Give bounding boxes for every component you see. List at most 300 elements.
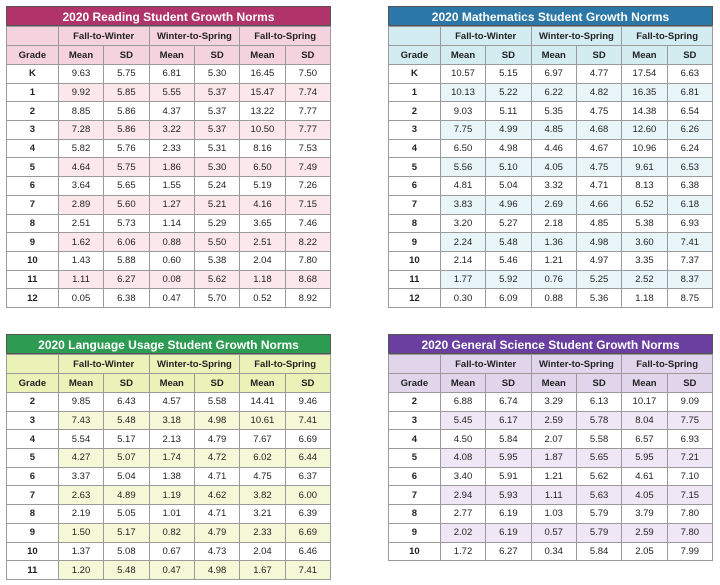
value-cell: 5.50: [194, 233, 239, 252]
value-cell: 5.86: [104, 102, 149, 121]
mean-header: Mean: [58, 46, 103, 65]
grade-header: Grade: [389, 374, 441, 393]
value-cell: 6.27: [104, 270, 149, 289]
mean-header: Mean: [440, 374, 485, 393]
sd-header: SD: [667, 374, 712, 393]
value-cell: 9.03: [440, 102, 485, 121]
value-cell: 7.50: [285, 65, 330, 84]
grade-cell: 9: [7, 523, 59, 542]
value-cell: 6.38: [667, 177, 712, 196]
value-cell: 4.62: [194, 486, 239, 505]
value-cell: 6.24: [667, 139, 712, 158]
value-cell: 5.55: [149, 83, 194, 102]
value-cell: 5.79: [576, 505, 621, 524]
value-cell: 10.61: [240, 411, 285, 430]
value-cell: 0.82: [149, 523, 194, 542]
value-cell: 4.27: [58, 449, 103, 468]
table-row: [389, 430, 713, 449]
value-cell: 3.40: [440, 467, 485, 486]
grade-cell: 7: [7, 486, 59, 505]
header-blank-cell: [7, 355, 59, 374]
sd-header: SD: [194, 46, 239, 65]
grade-cell: 10: [389, 542, 441, 561]
grade-cell: 9: [389, 523, 441, 542]
grade-cell: 5: [389, 449, 441, 468]
period-header: Fall-to-Spring: [622, 355, 713, 374]
grade-cell: 2: [7, 102, 59, 121]
reading-norms-panel: [6, 6, 331, 308]
table-row: [389, 270, 713, 289]
value-cell: 5.35: [531, 102, 576, 121]
table-row: [7, 83, 331, 102]
value-cell: 2.63: [58, 486, 103, 505]
value-cell: 1.86: [149, 158, 194, 177]
value-cell: 8.16: [240, 139, 285, 158]
value-cell: 1.20: [58, 561, 103, 580]
value-cell: 5.15: [486, 65, 531, 84]
grade-cell: 7: [389, 486, 441, 505]
value-cell: 2.51: [58, 214, 103, 233]
value-cell: 5.30: [194, 158, 239, 177]
mean-header: Mean: [58, 374, 103, 393]
value-cell: 5.48: [104, 561, 149, 580]
value-cell: 6.27: [486, 542, 531, 561]
value-cell: 6.37: [285, 467, 330, 486]
value-cell: 5.73: [104, 214, 149, 233]
value-cell: 5.05: [104, 505, 149, 524]
value-cell: 7.15: [285, 195, 330, 214]
sd-header: SD: [285, 374, 330, 393]
value-cell: 5.76: [104, 139, 149, 158]
grade-cell: 10: [7, 542, 59, 561]
table-row: [7, 270, 331, 289]
value-cell: 7.77: [285, 121, 330, 140]
mean-header: Mean: [531, 46, 576, 65]
table-row: [7, 102, 331, 121]
mean-header: Mean: [149, 46, 194, 65]
mean-header: Mean: [531, 374, 576, 393]
table-row: [7, 430, 331, 449]
value-cell: 8.75: [667, 289, 712, 308]
value-cell: 0.76: [531, 270, 576, 289]
value-cell: 5.60: [104, 195, 149, 214]
value-cell: 6.22: [531, 83, 576, 102]
grade-cell: 3: [7, 121, 59, 140]
grade-cell: 12: [7, 289, 59, 308]
value-cell: 7.77: [285, 102, 330, 121]
value-cell: 2.14: [440, 251, 485, 270]
value-cell: 1.18: [240, 270, 285, 289]
value-cell: 5.48: [104, 411, 149, 430]
value-cell: 7.41: [285, 411, 330, 430]
value-cell: 4.79: [194, 523, 239, 542]
value-cell: 2.51: [240, 233, 285, 252]
value-cell: 0.30: [440, 289, 485, 308]
value-cell: 5.04: [104, 467, 149, 486]
value-cell: 1.67: [240, 561, 285, 580]
value-cell: 5.75: [104, 158, 149, 177]
value-cell: 5.95: [486, 449, 531, 468]
value-cell: 5.56: [440, 158, 485, 177]
value-cell: 3.20: [440, 214, 485, 233]
value-cell: 2.04: [240, 542, 285, 561]
grade-cell: 10: [389, 251, 441, 270]
value-cell: 1.03: [531, 505, 576, 524]
period-header: Winter-to-Spring: [149, 27, 240, 46]
value-cell: 9.46: [285, 393, 330, 412]
grade-cell: 8: [389, 505, 441, 524]
value-cell: 5.75: [104, 65, 149, 84]
table-row: [7, 411, 331, 430]
general-science-norms-panel: [388, 334, 713, 561]
value-cell: 5.82: [58, 139, 103, 158]
value-cell: 1.18: [622, 289, 667, 308]
value-cell: 5.93: [486, 486, 531, 505]
value-cell: 5.30: [194, 65, 239, 84]
table-row: [389, 139, 713, 158]
value-cell: 5.84: [576, 542, 621, 561]
value-cell: 7.21: [667, 449, 712, 468]
value-cell: 6.93: [667, 430, 712, 449]
value-cell: 0.08: [149, 270, 194, 289]
table-row: [7, 65, 331, 84]
value-cell: 2.52: [622, 270, 667, 289]
value-cell: 7.10: [667, 467, 712, 486]
table-row: [7, 289, 331, 308]
value-cell: 3.65: [240, 214, 285, 233]
value-cell: 6.19: [486, 505, 531, 524]
grade-header: Grade: [7, 374, 59, 393]
value-cell: 7.75: [667, 411, 712, 430]
value-cell: 6.18: [667, 195, 712, 214]
value-cell: 2.19: [58, 505, 103, 524]
grade-cell: 2: [389, 102, 441, 121]
value-cell: 7.74: [285, 83, 330, 102]
table-row: [389, 251, 713, 270]
value-cell: 16.35: [622, 83, 667, 102]
period-header: Winter-to-Spring: [149, 355, 240, 374]
mean-header: Mean: [440, 46, 485, 65]
value-cell: 5.91: [486, 467, 531, 486]
sd-header: SD: [486, 46, 531, 65]
period-header: Fall-to-Spring: [622, 27, 713, 46]
value-cell: 1.74: [149, 449, 194, 468]
grade-cell: 4: [389, 430, 441, 449]
value-cell: 4.81: [440, 177, 485, 196]
value-cell: 3.37: [58, 467, 103, 486]
value-cell: 2.59: [622, 523, 667, 542]
value-cell: 8.85: [58, 102, 103, 121]
value-cell: 5.58: [576, 430, 621, 449]
value-cell: 9.85: [58, 393, 103, 412]
value-cell: 13.22: [240, 102, 285, 121]
value-cell: 3.83: [440, 195, 485, 214]
grade-cell: 12: [389, 289, 441, 308]
grade-cell: 8: [7, 505, 59, 524]
grade-cell: 5: [7, 158, 59, 177]
value-cell: 5.31: [194, 139, 239, 158]
value-cell: 4.61: [622, 467, 667, 486]
value-cell: 9.92: [58, 83, 103, 102]
value-cell: 7.26: [285, 177, 330, 196]
value-cell: 7.43: [58, 411, 103, 430]
value-cell: 6.19: [486, 523, 531, 542]
value-cell: 5.70: [194, 289, 239, 308]
value-cell: 7.53: [285, 139, 330, 158]
value-cell: 1.14: [149, 214, 194, 233]
sd-header: SD: [285, 46, 330, 65]
grade-cell: 9: [389, 233, 441, 252]
value-cell: 2.69: [531, 195, 576, 214]
value-cell: 5.86: [104, 121, 149, 140]
grade-cell: 9: [7, 233, 59, 252]
table-row: [7, 121, 331, 140]
grade-cell: 5: [7, 449, 59, 468]
sd-header: SD: [667, 46, 712, 65]
value-cell: 4.97: [576, 251, 621, 270]
value-cell: 3.18: [149, 411, 194, 430]
value-cell: 1.50: [58, 523, 103, 542]
value-cell: 5.37: [194, 102, 239, 121]
value-cell: 6.69: [285, 430, 330, 449]
value-cell: 5.79: [576, 523, 621, 542]
value-cell: 2.89: [58, 195, 103, 214]
grade-cell: 3: [389, 121, 441, 140]
value-cell: 5.04: [486, 177, 531, 196]
grade-cell: 1: [389, 83, 441, 102]
value-cell: 6.43: [104, 393, 149, 412]
value-cell: 5.10: [486, 158, 531, 177]
sd-header: SD: [194, 374, 239, 393]
header-blank-cell: [389, 355, 441, 374]
value-cell: 7.28: [58, 121, 103, 140]
grade-cell: 8: [389, 214, 441, 233]
grade-cell: 4: [7, 430, 59, 449]
value-cell: 5.63: [576, 486, 621, 505]
value-cell: 10.96: [622, 139, 667, 158]
value-cell: 4.79: [194, 430, 239, 449]
value-cell: 5.36: [576, 289, 621, 308]
table-row: [389, 65, 713, 84]
period-header: Fall-to-Winter: [440, 355, 531, 374]
table-row: [7, 393, 331, 412]
value-cell: 5.85: [104, 83, 149, 102]
value-cell: 6.88: [440, 393, 485, 412]
value-cell: 2.18: [531, 214, 576, 233]
value-cell: 15.47: [240, 83, 285, 102]
value-cell: 4.37: [149, 102, 194, 121]
mean-header: Mean: [622, 46, 667, 65]
grade-cell: 7: [7, 195, 59, 214]
value-cell: 4.16: [240, 195, 285, 214]
grade-cell: 2: [389, 393, 441, 412]
grade-cell: 6: [389, 177, 441, 196]
table-row: [389, 542, 713, 561]
value-cell: 5.29: [194, 214, 239, 233]
value-cell: 0.52: [240, 289, 285, 308]
value-cell: 4.57: [149, 393, 194, 412]
value-cell: 1.21: [531, 251, 576, 270]
value-cell: 6.17: [486, 411, 531, 430]
table-row: [7, 505, 331, 524]
value-cell: 5.38: [194, 251, 239, 270]
mean-header: Mean: [240, 374, 285, 393]
grade-cell: 5: [389, 158, 441, 177]
value-cell: 4.50: [440, 430, 485, 449]
value-cell: 6.53: [667, 158, 712, 177]
value-cell: 4.75: [576, 102, 621, 121]
value-cell: 6.13: [576, 393, 621, 412]
value-cell: 7.80: [285, 251, 330, 270]
value-cell: 6.44: [285, 449, 330, 468]
value-cell: 5.84: [486, 430, 531, 449]
value-cell: 0.47: [149, 561, 194, 580]
value-cell: 6.97: [531, 65, 576, 84]
value-cell: 2.59: [531, 411, 576, 430]
table-title: 2020 Mathematics Student Growth Norms: [388, 6, 713, 26]
value-cell: 3.21: [240, 505, 285, 524]
value-cell: 3.79: [622, 505, 667, 524]
value-cell: 3.29: [531, 393, 576, 412]
value-cell: 4.98: [486, 139, 531, 158]
value-cell: 3.64: [58, 177, 103, 196]
value-cell: 1.11: [58, 270, 103, 289]
table-row: [389, 289, 713, 308]
value-cell: 1.11: [531, 486, 576, 505]
value-cell: 4.99: [486, 121, 531, 140]
value-cell: 5.25: [576, 270, 621, 289]
value-cell: 8.04: [622, 411, 667, 430]
value-cell: 4.96: [486, 195, 531, 214]
header-blank-cell: [7, 27, 59, 46]
grade-cell: 11: [389, 270, 441, 289]
value-cell: 6.46: [285, 542, 330, 561]
value-cell: 5.07: [104, 449, 149, 468]
value-cell: 5.65: [576, 449, 621, 468]
value-cell: 6.50: [440, 139, 485, 158]
grade-cell: 3: [7, 411, 59, 430]
value-cell: 7.37: [667, 251, 712, 270]
value-cell: 0.88: [149, 233, 194, 252]
table-row: [389, 214, 713, 233]
value-cell: 6.00: [285, 486, 330, 505]
value-cell: 1.36: [531, 233, 576, 252]
value-cell: 5.37: [194, 83, 239, 102]
value-cell: 4.89: [104, 486, 149, 505]
table-row: [389, 411, 713, 430]
value-cell: 4.72: [194, 449, 239, 468]
value-cell: 4.05: [622, 486, 667, 505]
value-cell: 4.71: [576, 177, 621, 196]
value-cell: 4.75: [240, 467, 285, 486]
table-title: 2020 General Science Student Growth Norms: [388, 334, 713, 354]
table-row: [389, 393, 713, 412]
table-row: [389, 449, 713, 468]
grade-cell: K: [389, 65, 441, 84]
grade-cell: 3: [389, 411, 441, 430]
growth-norms-table: [6, 26, 331, 308]
value-cell: 4.68: [576, 121, 621, 140]
value-cell: 6.02: [240, 449, 285, 468]
grade-cell: 11: [7, 270, 59, 289]
value-cell: 1.21: [531, 467, 576, 486]
value-cell: 3.32: [531, 177, 576, 196]
value-cell: 0.57: [531, 523, 576, 542]
value-cell: 0.47: [149, 289, 194, 308]
value-cell: 5.92: [486, 270, 531, 289]
value-cell: 1.62: [58, 233, 103, 252]
value-cell: 6.54: [667, 102, 712, 121]
value-cell: 1.77: [440, 270, 485, 289]
mean-header: Mean: [622, 374, 667, 393]
value-cell: 3.82: [240, 486, 285, 505]
value-cell: 5.62: [576, 467, 621, 486]
grade-cell: 10: [7, 251, 59, 270]
value-cell: 10.13: [440, 83, 485, 102]
value-cell: 3.60: [622, 233, 667, 252]
sd-header: SD: [104, 46, 149, 65]
language-usage-norms-panel: [6, 334, 331, 580]
value-cell: 9.63: [58, 65, 103, 84]
sd-header: SD: [104, 374, 149, 393]
value-cell: 8.22: [285, 233, 330, 252]
mean-header: Mean: [149, 374, 194, 393]
value-cell: 4.98: [194, 561, 239, 580]
value-cell: 5.27: [486, 214, 531, 233]
value-cell: 6.39: [285, 505, 330, 524]
value-cell: 4.98: [576, 233, 621, 252]
value-cell: 4.85: [531, 121, 576, 140]
table-row: [389, 195, 713, 214]
value-cell: 4.67: [576, 139, 621, 158]
period-header: Fall-to-Winter: [440, 27, 531, 46]
table-row: [389, 505, 713, 524]
table-row: [7, 449, 331, 468]
table-row: [7, 486, 331, 505]
value-cell: 5.78: [576, 411, 621, 430]
value-cell: 6.26: [667, 121, 712, 140]
table-row: [389, 102, 713, 121]
table-row: [7, 561, 331, 580]
grade-cell: 6: [7, 467, 59, 486]
value-cell: 2.33: [149, 139, 194, 158]
value-cell: 7.75: [440, 121, 485, 140]
grade-cell: 4: [389, 139, 441, 158]
value-cell: 4.46: [531, 139, 576, 158]
grade-cell: 1: [7, 83, 59, 102]
value-cell: 5.22: [486, 83, 531, 102]
table-row: [7, 195, 331, 214]
value-cell: 5.58: [194, 393, 239, 412]
grade-cell: K: [7, 65, 59, 84]
table-row: [389, 467, 713, 486]
growth-norms-table: [6, 354, 331, 580]
value-cell: 1.19: [149, 486, 194, 505]
table-row: [389, 177, 713, 196]
table-row: [389, 83, 713, 102]
value-cell: 1.55: [149, 177, 194, 196]
value-cell: 7.67: [240, 430, 285, 449]
value-cell: 6.81: [667, 83, 712, 102]
value-cell: 4.75: [576, 158, 621, 177]
value-cell: 10.57: [440, 65, 485, 84]
sd-header: SD: [576, 46, 621, 65]
table-row: [7, 467, 331, 486]
value-cell: 2.04: [240, 251, 285, 270]
value-cell: 4.64: [58, 158, 103, 177]
value-cell: 14.38: [622, 102, 667, 121]
table-row: [7, 139, 331, 158]
